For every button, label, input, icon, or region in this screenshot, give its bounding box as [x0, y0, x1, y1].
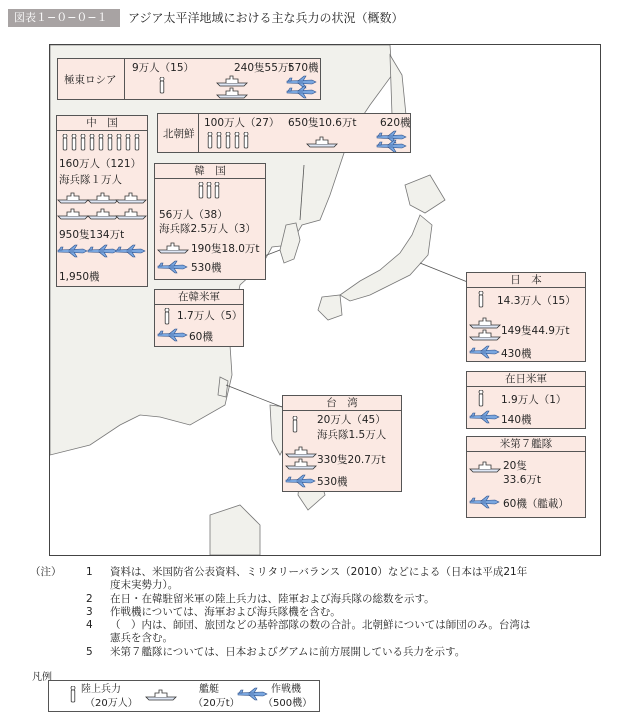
- south-korea-box: [154, 163, 266, 280]
- legend-air-unit: （500機）: [263, 698, 313, 709]
- taiwan-name: 台 湾: [283, 396, 401, 411]
- note-1-num: 1: [86, 566, 93, 578]
- usfk-air: 60機: [189, 331, 213, 343]
- aircraft-icon: [157, 260, 189, 276]
- ship-icon: [216, 73, 250, 101]
- soldier-icon: [477, 291, 487, 309]
- china-name: 中 国: [57, 116, 147, 131]
- ship-icon: [469, 459, 501, 475]
- aircraft-icon: [285, 474, 317, 490]
- usfj-army: 1.9万人（1）: [501, 394, 567, 406]
- legend-box: [48, 680, 320, 712]
- legend-army-unit: （20万人）: [85, 698, 138, 709]
- japan-navy: 149隻44.9万t: [501, 325, 570, 337]
- seventh-fleet-air: 60機（艦載）: [503, 498, 569, 510]
- taiwan-marines: 海兵隊1.5万人: [317, 429, 387, 441]
- china-marines: 海兵隊１万人: [59, 174, 122, 186]
- north-korea-navy: 650隻10.6万t: [288, 117, 357, 129]
- soldier-icon: [158, 77, 168, 95]
- aircraft-icon: [376, 130, 408, 152]
- note-1-text-cont: 度末実勢力）。: [110, 579, 179, 591]
- ship-icon: [157, 240, 189, 256]
- seventh-fleet-tons: 33.6万t: [503, 474, 541, 486]
- soldier-icon: [206, 132, 252, 150]
- soldier-icon: [477, 390, 487, 408]
- ship-icon: [145, 687, 177, 703]
- ship-icon: [469, 315, 501, 343]
- soldier-icon: [69, 686, 79, 704]
- south-korea-name: 韓 国: [155, 164, 265, 179]
- taiwan-air: 530機: [317, 476, 348, 488]
- russia-air: 570機: [288, 62, 319, 74]
- legend-navy-unit: （20万t）: [193, 698, 240, 709]
- china-air: 1,950機: [59, 271, 100, 283]
- taiwan-navy: 330隻20.7万t: [317, 454, 386, 466]
- note-3-text: 作戦機については、海軍および海兵隊機を含む。: [110, 606, 341, 618]
- aircraft-icon: [469, 495, 501, 511]
- north-korea-name: 北朝鮮: [163, 128, 195, 140]
- soldier-icon: [197, 182, 227, 202]
- legend-army-label: 陸上兵力: [81, 684, 121, 695]
- legend-title: 凡例: [32, 672, 52, 683]
- figure-title: アジア太平洋地域における主な兵力の状況（概数）: [128, 11, 404, 25]
- usfk-name: 在韓米軍: [155, 290, 243, 305]
- kyushu: [318, 295, 342, 320]
- hokkaido: [405, 175, 445, 213]
- soldier-icon: [163, 308, 173, 326]
- russia-navy: 240隻55万t: [234, 62, 293, 74]
- north-korea-army: 100万人（27）: [204, 117, 280, 129]
- figure-number: 図表１−０−０−１: [8, 9, 120, 27]
- borneo: [210, 505, 260, 555]
- usfj-box: [466, 371, 586, 429]
- south-korea-army: 56万人（38）: [159, 209, 228, 221]
- south-korea-marines: 海兵隊2.5万人（3）: [159, 223, 256, 235]
- usfj-name: 在日米軍: [467, 372, 585, 387]
- south-korea-air: 530機: [191, 262, 222, 274]
- north-korea-box: [157, 113, 411, 153]
- ship-icon: [285, 444, 317, 472]
- soldier-icon: [61, 134, 145, 154]
- legend-navy-label: 艦艇: [199, 684, 219, 695]
- aircraft-icon: [469, 410, 501, 426]
- notes-head: （注）: [30, 566, 62, 578]
- soldier-icon: [291, 416, 301, 434]
- note-2-text: 在日・在韓駐留米軍の陸上兵力は、陸軍および海兵隊の総数を示す。: [110, 593, 435, 605]
- china-box: [56, 115, 148, 287]
- legend-air-label: 作戦機: [271, 684, 301, 695]
- seventh-fleet-ships: 20隻: [503, 460, 527, 472]
- taiwan-island: [218, 377, 228, 397]
- japan-air: 430機: [501, 348, 532, 360]
- aircraft-icon: [469, 345, 501, 361]
- seventh-fleet-box: [466, 436, 586, 518]
- aircraft-icon: [157, 328, 189, 344]
- note-1-text: 資料は、米国防省公表資料、ミリタリーバランス（2010）などによる（日本は平成21年: [110, 566, 528, 578]
- japan-army: 14.3万人（15）: [497, 295, 576, 307]
- figure-header: [8, 9, 632, 27]
- usfj-air: 140機: [501, 414, 532, 426]
- north-korea-air: 620機: [380, 117, 411, 129]
- seventh-fleet-name: 米第７艦隊: [467, 437, 585, 452]
- russia-box: [57, 58, 321, 100]
- note-4-num: 4: [86, 619, 93, 631]
- note-4-text-cont: 憲兵を含む。: [110, 632, 173, 644]
- honshu: [340, 215, 432, 301]
- aircraft-icon: [57, 244, 147, 260]
- note-5-num: 5: [86, 646, 93, 658]
- japan-name: 日 本: [467, 273, 585, 288]
- ship-icon: [306, 134, 340, 150]
- south-korea-navy: 190隻18.0万t: [191, 243, 260, 255]
- taiwan-army: 20万人（45）: [317, 414, 386, 426]
- note-2-num: 2: [86, 593, 93, 605]
- usfk-box: [154, 289, 244, 347]
- note-5-text: 米第７艦隊については、日本およびグアムに前方展開している兵力を示す。: [110, 646, 466, 658]
- japan-box: [466, 272, 586, 362]
- china-navy: 950隻134万t: [59, 229, 125, 241]
- ship-icon: [57, 190, 147, 226]
- taiwan-box: [282, 395, 402, 492]
- russia-name: 極東ロシア: [64, 74, 117, 86]
- russia-army: 9万人（15）: [132, 62, 195, 74]
- aircraft-icon: [286, 75, 318, 101]
- note-4-text: （ ）内は、師団、旅団などの基幹部隊の数の合計。北朝鮮については師団のみ。台湾は: [110, 619, 531, 631]
- china-army: 160万人（121）: [59, 158, 142, 170]
- usfk-army: 1.7万人（5）: [177, 310, 243, 322]
- note-3-num: 3: [86, 606, 93, 618]
